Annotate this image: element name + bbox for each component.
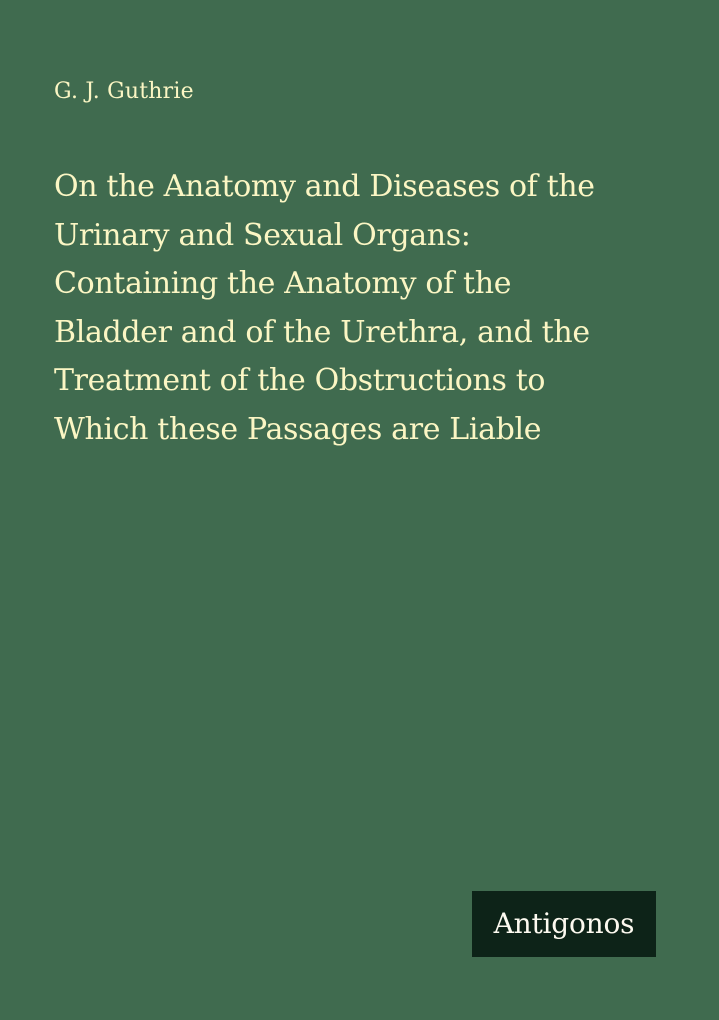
author-name: G. J. Guthrie — [54, 79, 194, 104]
publisher-logo-box — [472, 891, 656, 957]
publisher-name: Antigonos — [493, 907, 635, 940]
title-line: Bladder and of the Urethra, and the — [54, 314, 590, 350]
title-line: Treatment of the Obstructions to — [54, 363, 546, 399]
title-line: Which these Passages are Liable — [54, 411, 542, 447]
title-line: Containing the Anatomy of the — [54, 266, 512, 302]
title-line: On the Anatomy and Diseases of the — [54, 169, 595, 204]
title-line: Urinary and Sexual Organs: — [54, 217, 471, 253]
book-title — [54, 163, 674, 455]
